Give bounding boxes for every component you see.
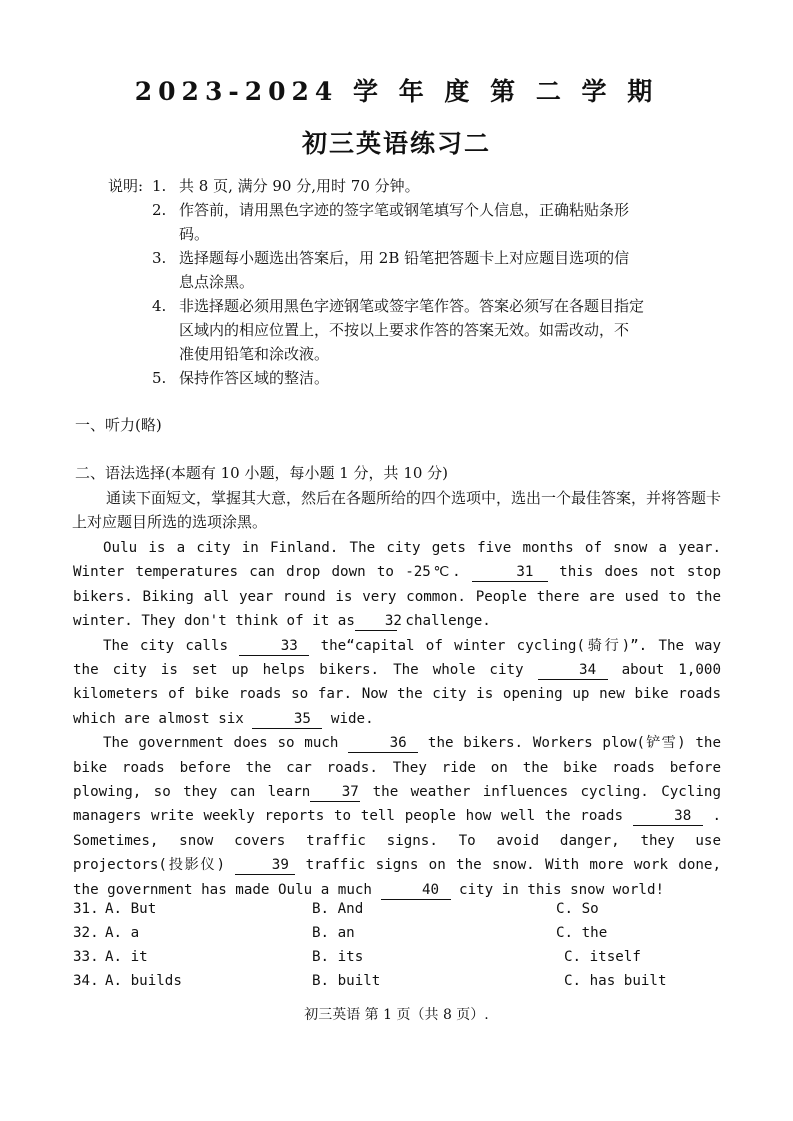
instruction-line: 共 8 页, 满分 90 分,用时 70 分钟。	[179, 177, 420, 195]
instruction-line: 区域内的相应位置上，不按以上要求作答的答案无效。如需改动，不	[179, 321, 630, 339]
section-listening-heading: 一、听力(略)	[75, 416, 162, 434]
option-row-32	[73, 925, 723, 949]
blank-37: 37	[310, 783, 360, 802]
instruction-line: 作答前，请用黑色字迹的签字笔或钢笔填写个人信息，正确粘贴条形	[179, 201, 630, 219]
option-row-31	[73, 901, 723, 925]
option-a: A. a	[105, 925, 140, 941]
instruction-text	[179, 174, 728, 198]
instruction-number: 3.	[152, 249, 167, 267]
option-b: B. And	[312, 901, 364, 917]
blank-33: 33	[239, 637, 309, 656]
instruction-item-1	[108, 174, 728, 198]
instruction-line: 准使用铅笔和涂改液。	[179, 345, 330, 363]
passage-text: wide.	[322, 710, 374, 727]
option-c: C. So	[556, 901, 599, 917]
option-a: A. builds	[105, 973, 182, 989]
passage-text: this does not stop bikers. Biking all year round is very common. People there are used to the winter. They don't think of it as	[73, 564, 721, 630]
question-number: 34.	[73, 973, 99, 989]
instruction-text	[179, 366, 728, 390]
passage-text: the“capital of winter cycling(骑行)”. The way the city is set up helps bikers. The whole city	[73, 637, 721, 679]
passage-paragraph-3	[73, 731, 721, 902]
instruction-line: 码。	[179, 225, 210, 243]
passage-text: the weather influences cycling. Cycling managers write weekly reports to tell people how well the roads	[73, 784, 721, 825]
passage-text: about 1,000 kilometers of bike roads so far. Now the city is opening up new bike roads which are almost six	[73, 662, 722, 727]
option-row-33	[73, 949, 723, 973]
reading-passage	[73, 536, 721, 902]
section-grammar-heading: 二、语法选择(本题有 10 小题，每小题 1 分，共 10 分)	[75, 464, 449, 482]
instruction-item-3	[108, 246, 728, 294]
passage-text: the bikers. Workers plow(铲雪) the bike roads before the car roads. They ride on the bike roads before plowing, so they can learn	[73, 735, 721, 801]
instructions-lead: 说明:	[108, 177, 144, 195]
option-c: C. has built	[564, 973, 667, 989]
answer-options	[73, 901, 723, 997]
instruction-line: 息点涂黑。	[179, 273, 255, 291]
passage-text: challenge.	[396, 613, 491, 630]
page-footer: 初三英语 第 1 页（共 8 页）.	[304, 1007, 489, 1023]
instruction-number: 2.	[152, 201, 167, 219]
blank-36: 36	[348, 734, 418, 753]
passage-paragraph-1	[73, 536, 721, 634]
blank-34: 34	[538, 661, 608, 680]
option-b: B. its	[312, 949, 364, 965]
option-row-34	[73, 973, 723, 997]
instruction-line: 选择题每小题选出答案后，用 2B 铅笔把答题卡上对应题目选项的信	[179, 249, 630, 267]
instructions-block	[108, 174, 728, 390]
option-b: B. an	[312, 925, 355, 941]
option-a: A. it	[105, 949, 148, 965]
instruction-item-5	[108, 366, 728, 390]
blank-38: 38	[633, 807, 703, 826]
passage-text: The government does so much	[103, 735, 349, 752]
instruction-text	[179, 198, 728, 246]
blank-40: 40	[381, 881, 451, 900]
instruction-number: 5.	[152, 369, 167, 387]
blank-39: 39	[235, 856, 295, 875]
instruction-number: 1.	[152, 177, 167, 195]
instruction-number: 4.	[152, 297, 167, 315]
passage-text: city in this snow world!	[450, 881, 665, 898]
passage-text: The city calls	[103, 637, 240, 654]
instruction-text	[179, 294, 728, 366]
passage-text: . Sometimes, snow covers traffic signs. To avoid danger, they use projectors(投影仪)	[73, 808, 721, 874]
instruction-text	[179, 246, 728, 294]
page-title: 2023-2024 学 年 度 第 二 学 期	[134, 77, 659, 106]
instruction-line: 保持作答区域的整洁。	[179, 369, 330, 387]
blank-35: 35	[252, 710, 322, 729]
passage-text: Oulu is a city in Finland. The city gets five months of snow a year. Winter temperatures can drop down to -25℃.	[73, 540, 721, 581]
blank-31: 31	[472, 563, 548, 582]
option-b: B. built	[312, 973, 381, 989]
question-number: 33.	[73, 949, 99, 965]
passage-text: traffic signs on the snow. With more work done, the government has made Oulu a much	[73, 857, 722, 898]
section-grammar-directions: 通读下面短文，掌握其大意，然后在各题所给的四个选项中，选出一个最佳答案，并将答题卡上对应题目所选的选项涂黑。	[72, 489, 722, 531]
option-a: A. But	[105, 901, 157, 917]
instruction-line: 非选择题必须用黑色字迹钢笔或签字笔作答。答案必须写在各题目指定	[179, 297, 645, 315]
question-number: 31.	[73, 901, 99, 917]
page-subtitle: 初三英语练习二	[301, 129, 491, 158]
instruction-item-2	[108, 198, 728, 246]
blank-32: 32	[355, 612, 397, 631]
instruction-item-4	[108, 294, 728, 366]
question-number: 32.	[73, 925, 99, 941]
option-c: C. itself	[564, 949, 641, 965]
option-c: C. the	[556, 925, 608, 941]
passage-paragraph-2	[73, 634, 721, 732]
